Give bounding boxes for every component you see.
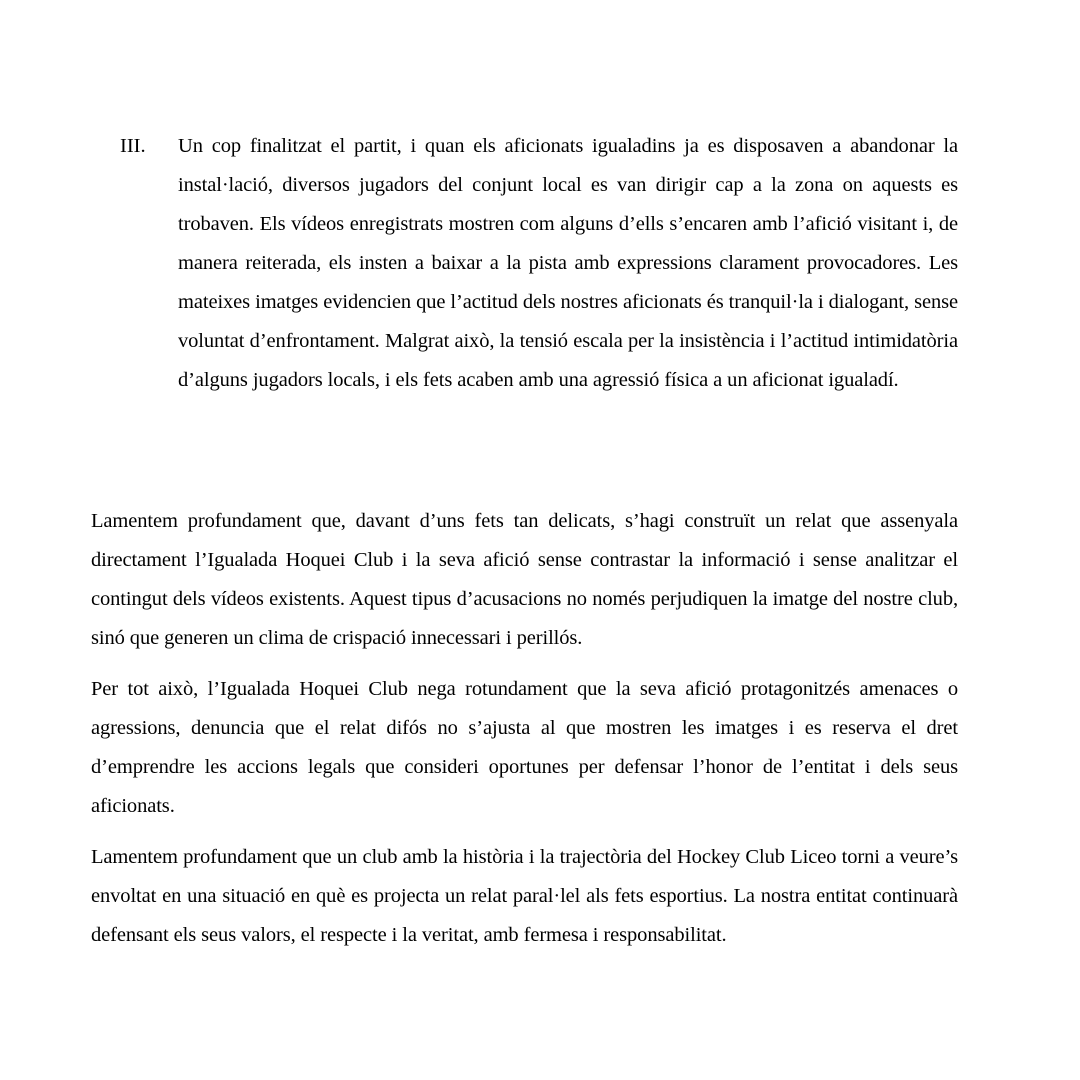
item-number: III. — [120, 135, 146, 157]
item-text: Un cop finalitzat el partit, i quan els aficionats igualadins ja es disposaven a abandonar la instal·lació, diversos jugadors del conjunt local es van dirigir cap a la zona on aquests es trobaven. Els vídeos enregistrats mostren com alguns d’ells s’encaren amb l’afició visitant i, de manera reiterada, els insten a baixar a la pista amb expressions clarament provocadores. Les mateixes imatges evidencien que l’actitud dels nostres aficionats és tranquil·la i dialogant, sense voluntat d’enfrontament. Malgrat això, la tensió escala per la insistència i l’actitud intimidatòria d’alguns jugadors locals, i els fets acaben amb una agressió física a un aficionat igualadí. — [178, 135, 958, 391]
paragraph-lamentem-relat: Lamentem profundament que, davant d’uns fets tan delicats, s’hagi construït un relat que assenyala directament l’Igualada Hoquei Club i la seva afició sense contrastar la informació i sense analitzar el contingut dels vídeos existents. Aquest tipus d’acusacions no només perjudiquen la imatge del nostre club, sinó que generen un clima de crispació innecessari i perillós. — [91, 510, 958, 649]
paragraph-lamentem-liceo: Lamentem profundament que un club amb la història i la trajectòria del Hockey Club Liceo torni a veure’s envoltat en una situació en què es projecta un relat paral·lel als fets esportius. La nostra entitat continuarà defensant els seus valors, el respecte i la veritat, amb fermesa i responsabilitat. — [91, 846, 958, 946]
paragraph-per-tot-aixo: Per tot això, l’Igualada Hoquei Club nega rotundament que la seva afició protagonitzés amenaces o agressions, denuncia que el relat difós no s’ajusta al que mostren les imatges i es reserva el dret d’emprendre les accions legals que consideri oportunes per defensar l’honor de l’entitat i dels seus aficionats. — [91, 678, 958, 817]
body-paragraphs — [91, 502, 958, 967]
numbered-item-iii — [120, 127, 958, 400]
